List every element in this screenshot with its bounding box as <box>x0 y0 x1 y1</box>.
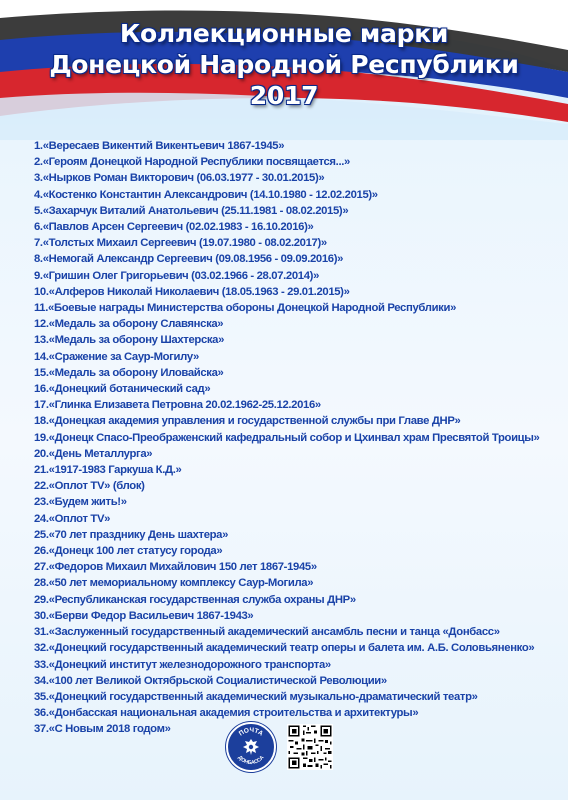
list-item: 5.«Захарчук Виталий Анатольевич (25.11.1981 - 08.02.2015)» <box>34 204 349 217</box>
list-item: 21.«1917-1983 Гаркуша К.Д.» <box>34 464 182 477</box>
list-item: 1.«Вересаев Викентий Викентьевич 1867-1945» <box>34 140 285 152</box>
list-item: 31.«Заслуженный государственный академический ансамбль песни и танца «Донбасс» <box>34 626 500 639</box>
list-item: 17.«Глинка Елизавета Петровна 20.02.1962-25.12.2016» <box>34 399 321 412</box>
list-item: 35.«Донецкий государственный академический музыкально-драматический театр» <box>34 690 478 703</box>
list-item: 14.«Сражение за Саур-Могилу» <box>34 350 199 363</box>
stamp-list <box>34 138 554 738</box>
list-item: 26.«Донецк 100 лет статусу города» <box>34 545 223 558</box>
list-item: 7.«Толстых Михаил Сергеевич (19.07.1980 - 08.02.2017)» <box>34 237 327 250</box>
list-item: 20.«День Металлурга» <box>34 447 153 460</box>
list-item: 29.«Республиканская государственная служба охраны ДНР» <box>34 593 356 606</box>
list-item: 16.«Донецкий ботанический сад» <box>34 383 211 396</box>
title-line-2: Донецкой Народной Республики <box>49 50 519 79</box>
list-item: 33.«Донецкий институт железнодорожного транспорта» <box>34 658 331 671</box>
list-item: 18.«Донецкая академия управления и государственной службы при Главе ДНР» <box>34 415 461 428</box>
list-item: 3.«Ныркoв Роман Викторович (06.03.1977 - 30.01.2015)» <box>34 172 325 185</box>
list-item: 2.«Героям Донецкой Народной Республики посвящается...» <box>34 156 350 169</box>
list-item: 15.«Медаль за оборону Иловайска» <box>34 366 224 379</box>
list-item: 8.«Немогай Александр Сергеевич (09.08.1956 - 09.09.2016)» <box>34 253 344 266</box>
postal-emblem-icon <box>226 722 276 772</box>
list-item: 19.«Донецк Спасо-Преображенский кафедральный собор и Цхинвал храм Пресвятой Троицы» <box>34 431 540 444</box>
list-item: 27.«Федоров Михаил Михайлович 150 лет 1867-1945» <box>34 561 317 574</box>
title-line-1: Коллекционные марки <box>119 19 449 48</box>
list-item: 32.«Донецкий государственный академический театр оперы и балета им. А.Б. Соловьяненко» <box>34 642 535 655</box>
list-item: 13.«Медаль за оборону Шахтерска» <box>34 334 225 347</box>
list-item: 12.«Медаль за оборону Славянска» <box>34 318 224 331</box>
list-item: 22.«Оплот TV» (блок) <box>34 480 145 493</box>
list-item: 25.«70 лет празднику День шахтера» <box>34 528 229 541</box>
qr-code-icon <box>287 724 333 770</box>
list-item: 28.«50 лет мемориальному комплексу Саур-Могила» <box>34 577 314 590</box>
list-item: 11.«Боевые награды Министерства обороны Донецкой Народной Республики» <box>34 302 456 315</box>
logo-bottom-text: ДОНБАССА <box>236 754 266 767</box>
list-item: 10.«Алферов Николай Николаевич (18.05.1963 - 29.01.2015)» <box>34 285 350 298</box>
list-item: 30.«Берви Федор Васильевич 1867-1943» <box>34 609 254 622</box>
list-item: 9.«Гришин Олег Григорьевич (03.02.1966 - 28.07.2014)» <box>34 269 320 282</box>
footer <box>0 722 568 800</box>
list-item: 24.«Оплот TV» <box>34 512 111 525</box>
list-item: 34.«100 лет Великой Октябрьской Социалистической Революции» <box>34 674 387 687</box>
svg-text:ПОЧТА <box>238 727 265 738</box>
svg-text:ДОНБАССА <box>237 755 266 766</box>
list-item: 4.«Костенко Константин Александрович (14.10.1980 - 12.02.2015)» <box>34 188 378 201</box>
list-item: 6.«Павлов Арсен Сергеевич (02.02.1983 - 16.10.2016)» <box>34 221 314 234</box>
list-item: 23.«Будем жить!» <box>34 496 127 509</box>
list-item: 36.«Донбасская национальная академия строительства и архитектуры» <box>34 707 419 720</box>
list-item: 37.«С Новым 2018 годом» <box>34 723 171 736</box>
page-title <box>0 18 568 111</box>
title-line-3: 2017 <box>249 81 319 110</box>
logo-top-text: ПОЧТА <box>237 726 265 738</box>
